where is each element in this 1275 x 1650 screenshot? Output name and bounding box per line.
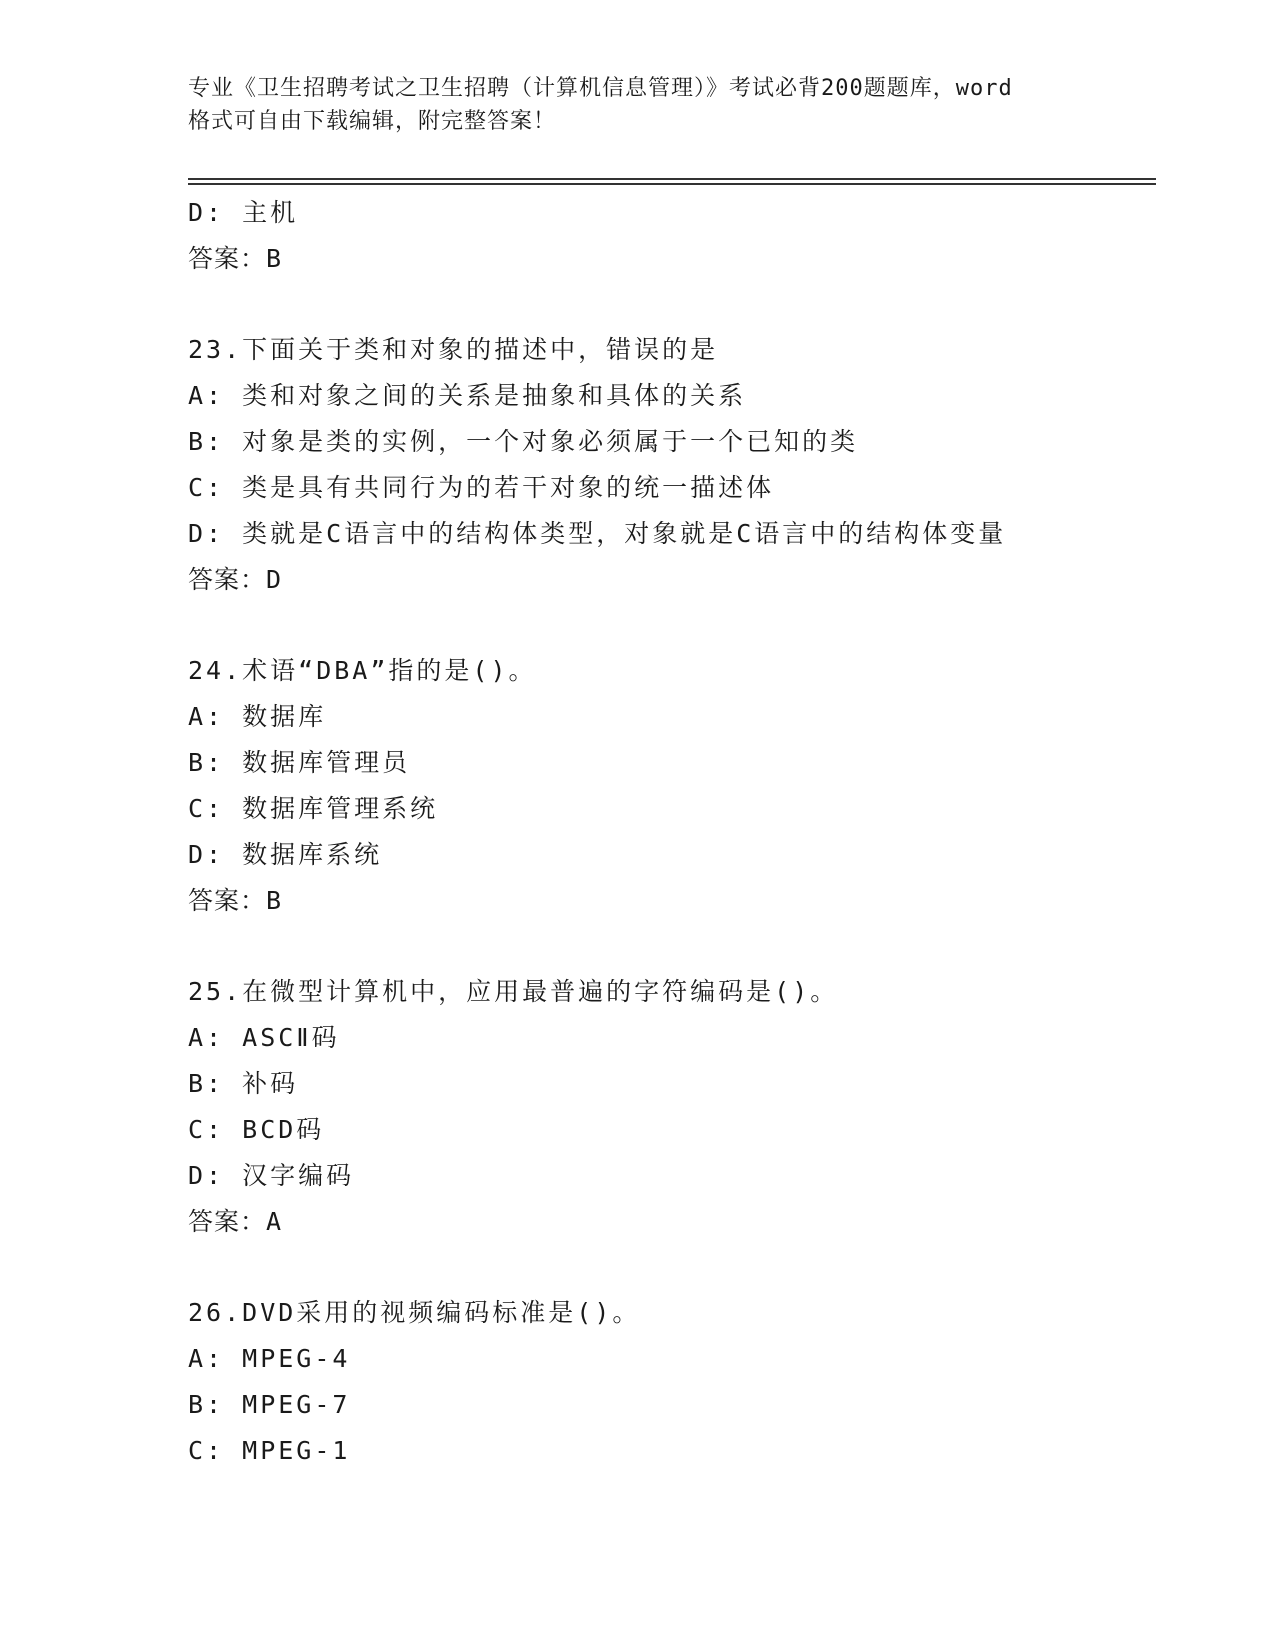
option-d: D: 数据库系统: [188, 840, 383, 869]
answer: 答案：A: [188, 1207, 283, 1236]
option-a: A: 类和对象之间的关系是抽象和具体的关系: [188, 381, 747, 410]
question-list: [188, 190, 1156, 1474]
question-25: [188, 969, 1156, 1245]
spacer: [188, 603, 1156, 648]
answer: 答案：D: [188, 565, 283, 594]
question-24: [188, 648, 1156, 924]
option-c: C: 数据库管理系统: [188, 794, 439, 823]
spacer: [188, 282, 1156, 327]
document-header: [188, 72, 1088, 138]
option-b: B: 数据库管理员: [188, 748, 411, 777]
option-d: D: 汉字编码: [188, 1161, 355, 1190]
header-divider-bottom: [188, 183, 1156, 185]
option-b: B: MPEG-7: [188, 1390, 351, 1419]
spacer: [188, 924, 1156, 969]
option-d: D: 主机: [188, 198, 299, 227]
header-line-1: 专业《卫生招聘考试之卫生招聘（计算机信息管理）》考试必背200题题库，word: [188, 76, 1013, 101]
question-stem: 25.在微型计算机中，应用最普遍的字符编码是()。: [188, 977, 839, 1006]
option-a: A: 数据库: [188, 702, 327, 731]
option-a: A: MPEG-4: [188, 1344, 351, 1373]
question-stem: 24.术语“DBA”指的是()。: [188, 656, 537, 685]
option-d: D: 类就是C语言中的结构体类型，对象就是C语言中的结构体变量: [188, 519, 1007, 548]
option-b: B: 对象是类的实例，一个对象必须属于一个已知的类: [188, 427, 859, 456]
question-stem: 23.下面关于类和对象的描述中，错误的是: [188, 335, 719, 364]
answer: 答案：B: [188, 244, 283, 273]
option-c: C: BCD码: [188, 1115, 325, 1144]
question-26: [188, 1290, 1156, 1474]
spacer: [188, 1245, 1156, 1290]
question-stem: 26.DVD采用的视频编码标准是()。: [188, 1298, 641, 1327]
answer: 答案：B: [188, 886, 283, 915]
question-23: [188, 327, 1156, 603]
option-b: B: 补码: [188, 1069, 299, 1098]
option-a: A: ASCⅡ码: [188, 1023, 340, 1052]
option-c: C: MPEG-1: [188, 1436, 351, 1465]
header-line-2: 格式可自由下载编辑，附完整答案！: [188, 109, 557, 134]
option-c: C: 类是具有共同行为的若干对象的统一描述体: [188, 473, 775, 502]
header-divider-top: [188, 178, 1156, 180]
